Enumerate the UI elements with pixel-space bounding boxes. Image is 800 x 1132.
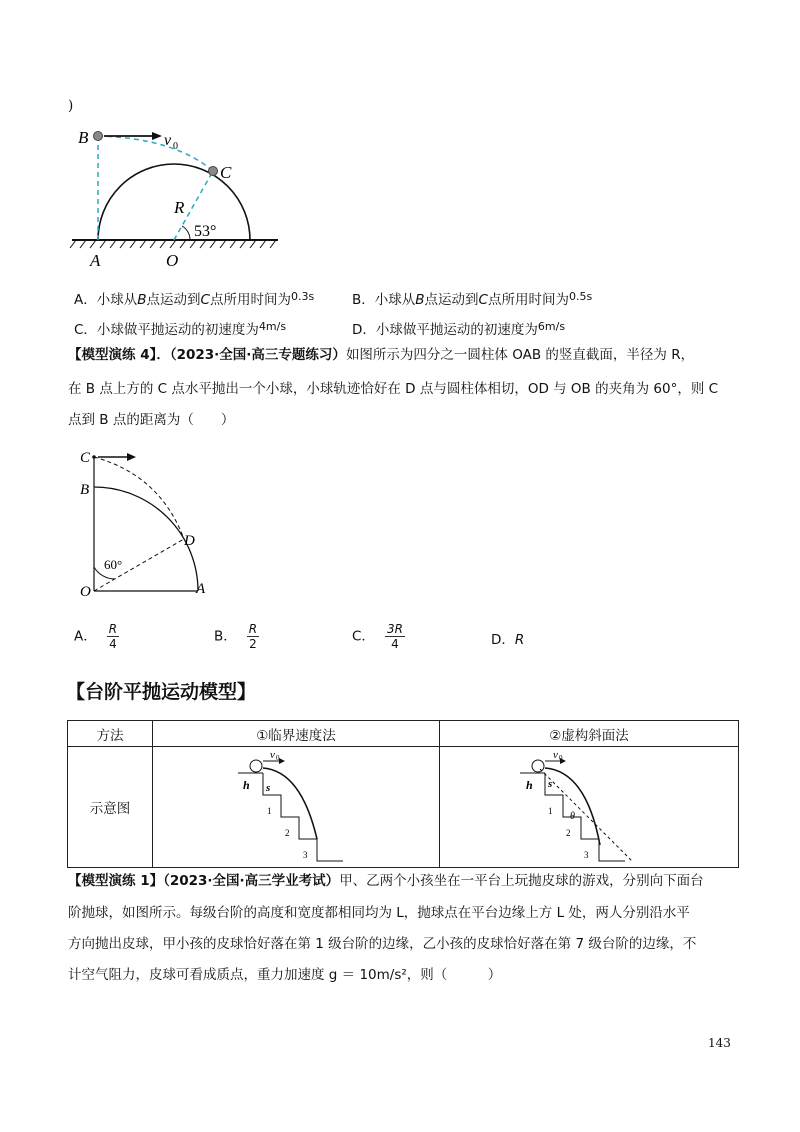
figure-semicircle (64, 118, 294, 278)
label-v0: v (164, 132, 172, 149)
label-R: R (174, 198, 185, 217)
label-D: D (184, 533, 195, 549)
q1-line4: 计空气阻力，皮球可看成质点，重力加速度 g ＝ 10m/s²，则（ ） (68, 967, 502, 983)
q4-option-B: B． $\frac{R}{2}$ (214, 622, 258, 651)
question-fragment: ) (68, 98, 74, 114)
label-v0-sub: 0 (173, 141, 178, 152)
svg-text:s: s (266, 782, 271, 794)
svg-text:1: 1 (548, 806, 553, 816)
svg-text:2: 2 (566, 828, 571, 838)
label-A: A (90, 251, 101, 270)
q4-option-A: A． $\frac{R}{4}$ (74, 622, 118, 651)
option-B: B．小球从B点运动到C点所用时间为$^{0.5s}$ (352, 290, 593, 308)
page-number: 143 (708, 1036, 731, 1050)
svg-text:s: s (548, 778, 553, 790)
svg-text:3: 3 (303, 850, 308, 860)
table-header-critical: ①临界速度法 (153, 721, 440, 747)
label-v0-a: v (270, 749, 275, 761)
diagram-critical-speed (153, 747, 440, 868)
label-C: C (220, 163, 232, 182)
svg-text:0: 0 (276, 754, 280, 762)
svg-text:θ: θ (570, 811, 575, 822)
table-header-incline: ②虚构斜面法 (440, 721, 739, 747)
label-angle-60: 60° (104, 557, 123, 572)
table-header-method: 方法 (68, 721, 153, 747)
q4-line3: 点到 B 点的距离为（ ） (68, 412, 235, 428)
method-table (67, 720, 739, 868)
option-D: D．小球做平抛运动的初速度为$^{6m/s}$ (352, 320, 566, 338)
section-title: 【台阶平抛运动模型】 (66, 681, 257, 703)
option-C: C．小球做平抛运动的初速度为$^{4m/s}$ (74, 320, 287, 338)
q4-line1: 【模型演练 4】．（2023·全国·高三专题练习）如图所示为四分之一圆柱体 OAB 的竖直截面，半径为 R， (68, 347, 695, 363)
figure-quarter-circle (70, 445, 220, 600)
svg-text:0: 0 (559, 754, 563, 762)
q1-line3: 方向抛出皮球，甲小孩的皮球恰好落在第 1 级台阶的边缘，乙小孩的皮球恰好落在第 7 级台阶的边缘，不 (68, 936, 697, 952)
svg-text:2: 2 (285, 828, 290, 838)
q4-option-D: D．R (491, 632, 525, 648)
svg-text:h: h (243, 778, 250, 792)
label-O2: O (80, 584, 91, 600)
label-C2: C (80, 450, 91, 466)
label-angle-53: 53° (194, 223, 217, 240)
svg-text:1: 1 (267, 806, 272, 816)
q1-line2: 阶抛球，如图所示。每级台阶的高度和宽度都相同均为 L，抛球点在平台边缘上方 L 处，两人分别沿水平 (68, 905, 690, 921)
label-O: O (166, 251, 179, 270)
q1-line1: 【模型演练 1】（2023·全国·高三学业考试）甲、乙两个小孩坐在一平台上玩抛皮球的游戏，分别向下面台 (68, 873, 704, 889)
diagram-virtual-incline (440, 747, 739, 868)
option-A: A．小球从B点运动到C点所用时间为$^{0.3s}$ (74, 290, 315, 308)
q4-option-C: C． $\frac{3R}{4}$ (352, 622, 403, 651)
svg-text:h: h (526, 778, 533, 792)
label-v0-b: v (553, 749, 558, 761)
label-B: B (78, 128, 89, 147)
label-A2: A (196, 581, 206, 597)
label-B2: B (80, 482, 90, 498)
table-row-label: 示意图 (68, 747, 153, 868)
svg-text:3: 3 (584, 850, 589, 860)
q4-line2: 在 B 点上方的 C 点水平抛出一个小球，小球轨迹恰好在 D 点与圆柱体相切，OD 与 OB 的夹角为 60°，则 C (68, 381, 719, 397)
